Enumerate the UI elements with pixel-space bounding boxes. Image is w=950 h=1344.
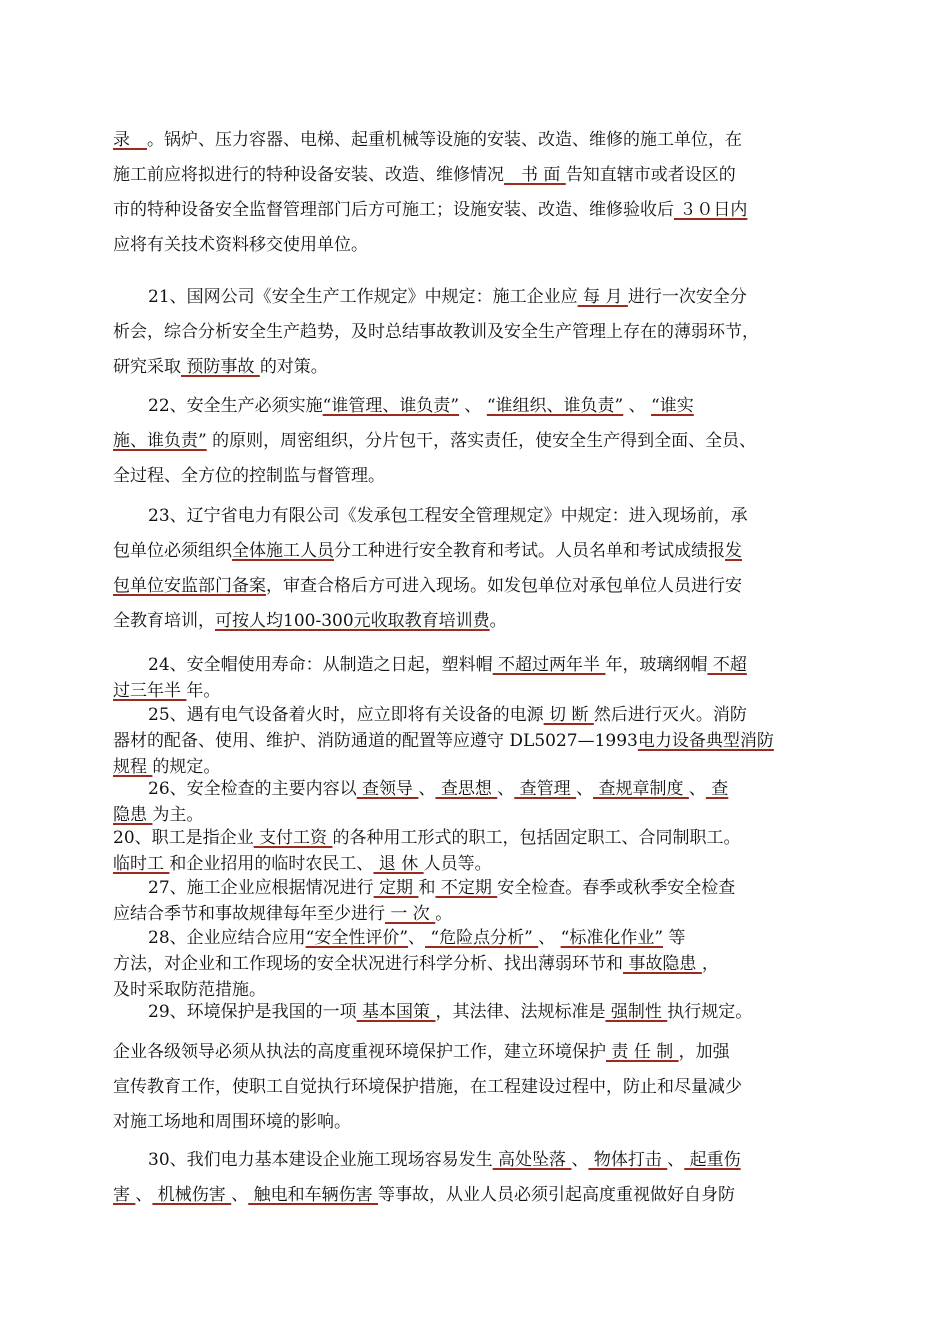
text-run: 应将有关技术资料移交使用单位。: [113, 235, 368, 255]
answer-blank: 查管理: [514, 779, 577, 799]
answer-blank: 切 断: [543, 705, 594, 725]
text-run: 等: [663, 928, 686, 948]
answer-blank: 支付工资: [253, 828, 333, 848]
text-run: 人员等。: [423, 854, 492, 874]
answer-blank: 高处坠落: [492, 1150, 572, 1170]
answer-blank: 退 休: [373, 854, 424, 874]
text-line: [113, 1143, 853, 1178]
text-run: 方法，对企业和工作现场的安全状况进行科学分析、找出薄弱环节和: [113, 954, 623, 974]
text-run: 、: [667, 1150, 685, 1170]
text-line: [113, 999, 853, 1025]
text-run: 22、安全生产必须实施: [148, 396, 323, 416]
text-run: 、: [418, 779, 436, 799]
paragraph-q30: [113, 1143, 853, 1213]
answer-blank: 物体打击: [588, 1150, 668, 1170]
answer-blank: 责 任 制: [606, 1042, 679, 1062]
paragraph-q25: [113, 702, 853, 780]
text-line: [113, 925, 853, 951]
text-line: [113, 534, 853, 569]
answer-blank: 隐患: [113, 805, 153, 825]
text-line: [113, 280, 853, 315]
text-line: [113, 776, 853, 802]
text-line: [113, 459, 853, 494]
text-run: 、: [688, 779, 706, 799]
text-run: 、: [408, 928, 426, 948]
text-run: 27、施工企业应根据情况进行: [148, 878, 374, 898]
answer-blank: 起重伤: [684, 1150, 741, 1170]
paragraph-q22: [113, 389, 853, 494]
text-line: [113, 1070, 853, 1105]
text-run: 研究采取: [113, 357, 181, 377]
answer-blank: 发: [725, 541, 742, 561]
text-run: 、: [576, 779, 594, 799]
text-run: 。: [489, 611, 507, 631]
text-run: 分工种进行安全教育和考试。人员名单和考试成绩报: [334, 541, 725, 561]
text-run: 。: [435, 904, 453, 924]
text-run: 和: [418, 878, 436, 898]
text-run: ，: [701, 954, 719, 974]
answer-blank: 查思想: [435, 779, 498, 799]
text-line: [113, 604, 853, 639]
answer-blank: 书 面: [504, 165, 566, 185]
answer-blank: 强制性: [605, 1002, 668, 1022]
answer-blank: 基本国策: [356, 1002, 436, 1022]
text-run: 、: [538, 928, 561, 948]
paragraph-q24: [113, 652, 853, 704]
text-run: 企业各级领导必须从执法的高度重视环境保护工作，建立环境保护: [113, 1042, 606, 1062]
answer-blank: 施、谁负责”: [113, 431, 207, 451]
text-line: [113, 1178, 853, 1213]
text-run: 等事故，从业人员必须引起高度重视做好自身防: [378, 1185, 736, 1205]
text-run: 全教育培训，: [113, 611, 215, 631]
answer-blank: 规程: [113, 757, 153, 777]
answer-blank: 害: [113, 1185, 136, 1205]
text-line: [113, 875, 853, 901]
text-run: 26、安全检查的主要内容以: [148, 779, 357, 799]
answer-blank: 查领导: [356, 779, 419, 799]
answer-blank: 临时工: [113, 854, 170, 874]
text-run: 、: [231, 1185, 249, 1205]
text-run: 告知直辖市或者设区的: [565, 165, 736, 185]
text-run: ，其法律、法规标准是: [435, 1002, 606, 1022]
answer-blank: 包单位安监部门备案: [113, 576, 266, 596]
text-line: [113, 702, 853, 728]
text-line: [113, 315, 853, 350]
text-line: [113, 193, 853, 228]
text-run: ，加强: [678, 1042, 730, 1062]
answer-blank: 过三年半: [113, 681, 187, 701]
paragraph-q28: [113, 925, 853, 1003]
text-line: [113, 728, 853, 754]
text-run: 、: [497, 779, 515, 799]
text-run: ，审查合格后方可进入现场。如发包单位对承包单位人员进行安: [266, 576, 742, 596]
text-run: 、: [571, 1150, 589, 1170]
answer-blank: 查: [705, 779, 729, 799]
text-line: [113, 652, 853, 678]
paragraph-q19-continued: [113, 123, 853, 263]
text-line: [113, 825, 853, 851]
answer-blank: 电力设备典型消防: [637, 731, 774, 751]
paragraph-q26: [113, 776, 853, 828]
text-run: 。锅炉、压力容器、电梯、起重机械等设施的安装、改造、维修的施工单位，在: [147, 130, 742, 150]
text-run: 应结合季节和事故规律每年至少进行: [113, 904, 385, 924]
text-run: 25、遇有电气设备着火时，应立即将有关设备的电源: [148, 705, 544, 725]
text-run: 包单位必须组织: [113, 541, 232, 561]
text-line: [113, 228, 853, 263]
text-line: [113, 1105, 853, 1140]
text-run: 的规定。: [152, 757, 221, 777]
answer-blank: 录: [113, 130, 147, 150]
text-run: 对施工场地和周围环境的影响。: [113, 1112, 351, 1132]
text-run: 及时采取防范措施。: [113, 980, 266, 1000]
text-line: [113, 569, 853, 604]
text-run: 28、企业应结合应用: [148, 928, 306, 948]
text-run: 的对策。: [259, 357, 328, 377]
text-line: [113, 1035, 853, 1070]
text-run: 23、辽宁省电力有限公司《发承包工程安全管理规定》中规定：进入现场前，承: [148, 506, 748, 526]
text-run: 24、安全帽使用寿命：从制造之日起，塑料帽: [148, 655, 493, 675]
text-run: 施工前应将拟进行的特种设备安装、改造、维修情况: [113, 165, 504, 185]
answer-blank: ３０日内: [674, 200, 748, 220]
text-line: [113, 851, 853, 877]
answer-blank: “标准化作业”: [560, 928, 664, 948]
text-run: 29、环境保护是我国的一项: [148, 1002, 357, 1022]
answer-blank: 不超: [707, 655, 747, 675]
answer-blank: 机械伤害: [152, 1185, 232, 1205]
text-line: [113, 123, 853, 158]
answer-blank: 一 次: [385, 904, 436, 924]
text-line: [113, 901, 853, 927]
text-run: 析会，综合分析安全生产趋势，及时总结事故教训及安全生产管理上存在的薄弱环节，: [113, 322, 759, 342]
answer-blank: “安全性评价”: [305, 928, 409, 948]
text-line: [113, 158, 853, 193]
text-run: 器材的配备、使用、维护、消防通道的配置等应遵守 DL5027—1993: [113, 731, 638, 751]
text-run: 市的特种设备安全监督管理部门后方可施工；设施安装、改造、维修验收后: [113, 200, 674, 220]
answer-blank: 事故隐患: [623, 954, 702, 974]
text-run: 安全检查。春季或秋季安全检查: [497, 878, 736, 898]
answer-blank: “危险点分析”: [425, 928, 539, 948]
answer-blank: 定期: [373, 878, 419, 898]
text-run: 、: [623, 396, 652, 416]
answer-blank: 预防事故: [181, 357, 260, 377]
answer-blank: 不超过两年半: [492, 655, 606, 675]
answer-blank: “谁管理、谁负责”: [322, 396, 460, 416]
paragraph-q29: [113, 999, 853, 1025]
answer-blank: 查规章制度: [593, 779, 689, 799]
paragraph-q29-continued: [113, 1035, 853, 1140]
text-run: 进行一次安全分: [627, 287, 747, 307]
text-run: 年。: [186, 681, 221, 701]
text-run: 年，玻璃纲帽: [605, 655, 708, 675]
text-line: [113, 350, 853, 385]
paragraph-q27: [113, 875, 853, 927]
text-run: 为主。: [152, 805, 204, 825]
text-run: 、: [135, 1185, 153, 1205]
answer-blank: 全体施工人员: [232, 541, 334, 561]
text-run: 全过程、全方位的控制监与督管理。: [113, 466, 385, 486]
text-line: [113, 499, 853, 534]
text-run: 和企业招用的临时农民工、: [169, 854, 374, 874]
text-run: 执行规定。: [667, 1002, 753, 1022]
answer-blank: 不定期: [435, 878, 498, 898]
text-run: 宣传教育工作，使职工自觉执行环境保护措施，在工程建设过程中，防止和尽量减少: [113, 1077, 742, 1097]
text-run: 然后进行灭火。消防: [593, 705, 747, 725]
paragraph-q23: [113, 499, 853, 639]
text-line: [113, 389, 853, 424]
text-run: 、: [459, 396, 487, 416]
answer-blank: 可按人均100-300元收取教育培训费: [215, 611, 490, 631]
text-run: 21、国网公司《安全生产工作规定》中规定：施工企业应: [148, 287, 578, 307]
paragraph-q20: [113, 825, 853, 877]
answer-blank: “谁实: [651, 396, 694, 416]
answer-blank: 每 月: [577, 287, 628, 307]
text-run: 的各种用工形式的职工，包括固定职工、合同制职工。: [332, 828, 741, 848]
text-line: [113, 424, 853, 459]
text-line: [113, 951, 853, 977]
text-run: 的原则，周密组织，分片包干，落实责任，使安全生产得到全面、全员、: [206, 431, 757, 451]
answer-blank: “谁组织、谁负责”: [486, 396, 624, 416]
paragraph-q21: [113, 280, 853, 385]
text-run: 30、我们电力基本建设企业施工现场容易发生: [148, 1150, 493, 1170]
answer-blank: 触电和车辆伤害: [248, 1185, 379, 1205]
text-line: [113, 678, 853, 704]
text-run: 20、职工是指企业: [113, 828, 254, 848]
